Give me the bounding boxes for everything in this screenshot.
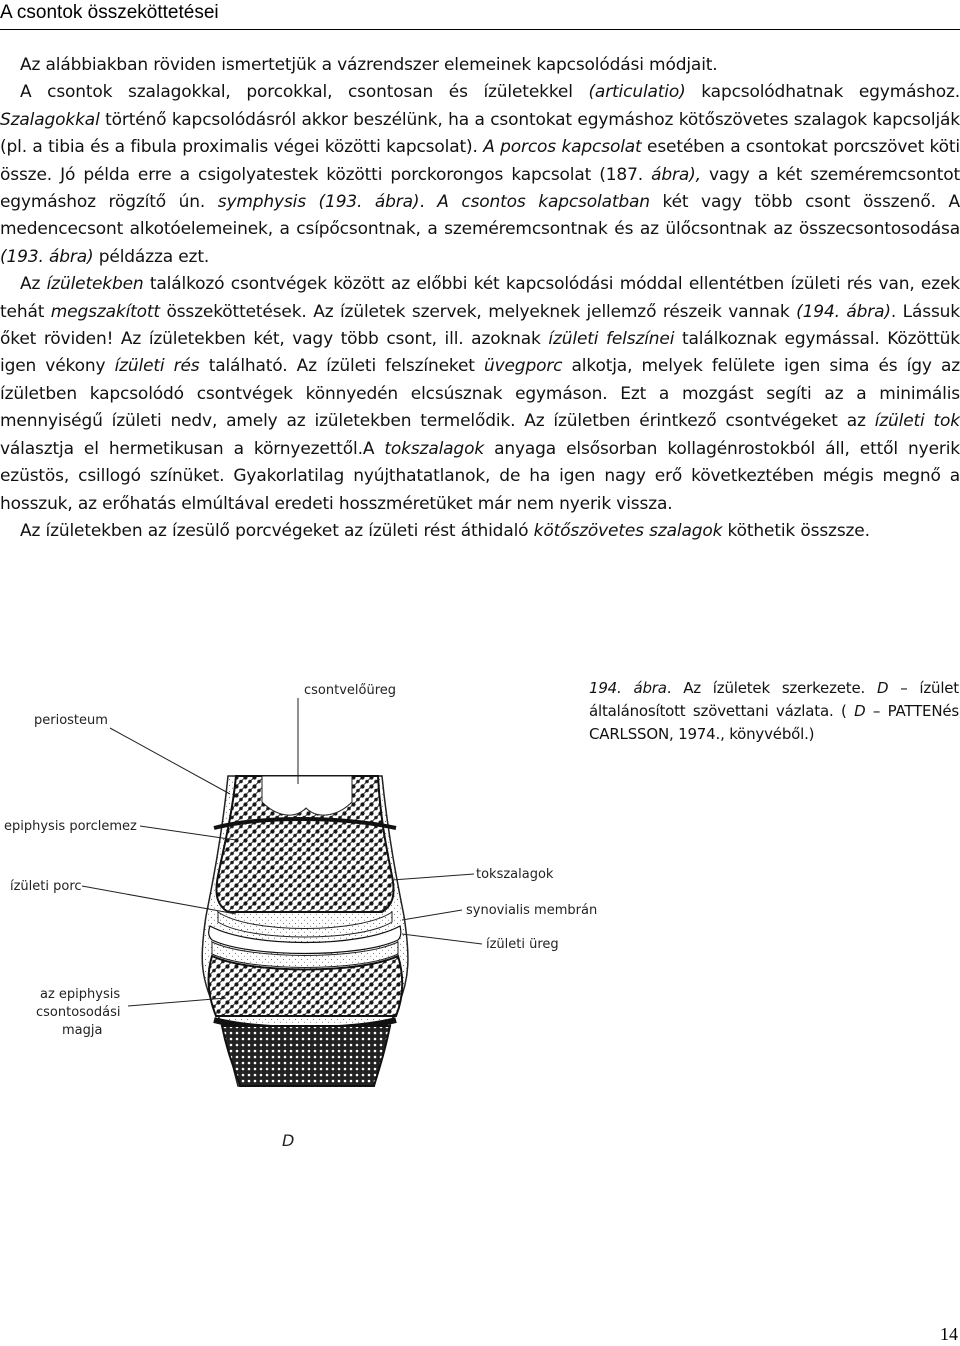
term-izuleti-felszinei: ízületi felszínei xyxy=(548,329,675,350)
text-run: Az alábbiakban röviden ismertetjük a vázrendszer elemeinek kapcsolódási módjait. xyxy=(20,55,718,75)
text-run: kapcsolódhatnak egymáshoz. xyxy=(685,82,960,103)
paragraph-connection-types xyxy=(0,79,960,271)
lower-bone-diaphysis xyxy=(222,1026,390,1086)
text-run: vagy a két szeméremcsontot egymáshoz rögzítő ún. xyxy=(0,164,960,213)
text-run: alkotja, melyek felülete igen sima és így az ízületben kapcsolódó csontvégek könnyedén elcsúsznak egymáson. Ezt a mozgást segíti az a minimális mennyiségű ízületi nedv, amely az izületekben termelődik. Az ízületben érintkező csontvégeket az xyxy=(0,356,960,432)
text-run: anyaga elsősorban kollagénrostokból áll, ettől nyerik ezüstös, csillogó színüket. Gyakorlatilag nyújthatatlanok, de ha igen nagy erő következtében mégis megnő a hosszuk, az erőhatás elmúltával eredeti hosszméretüket már nem nyerik vissza. xyxy=(0,438,960,514)
page-number: 14 xyxy=(940,1324,958,1344)
text-run: találkozó csontvégek között az előbbi két kapcsolódási móddal ellentétben ízületi rés van, ezek tehát xyxy=(0,274,960,322)
term-uvegporc: üvegporc xyxy=(483,356,563,377)
term-kotoszovetes-szalagok: kötőszövetes szalagok xyxy=(533,520,723,541)
label-periosteum: periosteum xyxy=(34,713,108,728)
joint-diagram xyxy=(0,676,598,1176)
term-tokszalagok: tokszalagok xyxy=(384,438,485,459)
text-run: esetében a csontokat porcszövet köti össze. Jó példa erre a csigolyatestek közötti porckorongos kapcsolat (187. xyxy=(0,137,960,185)
page-title: A csontok összeköttetései xyxy=(0,2,219,23)
caption-text: . Az ízületek szerkezete. xyxy=(666,679,877,697)
body-text xyxy=(0,52,960,545)
text-run: két vagy több csont összenő. A medencecsont alkotóelemeinek, a csípőcsontnak, a szeméremcsontnak és az ülőcsontnak az összecsontosodása xyxy=(0,192,960,240)
text-run: A csontok szalagokkal, porcokkal, csontosan és ízületekkel xyxy=(20,82,589,103)
label-csontveloureg: csontvelőüreg xyxy=(304,683,397,698)
caption-panel-letter: D xyxy=(876,679,889,697)
label-synovialis-membran: synovialis membrán xyxy=(466,903,598,918)
figure-ref: (193. ábra) xyxy=(0,246,94,267)
panel-letter-d: D xyxy=(282,1131,295,1150)
term-megszakitott: megszakított xyxy=(50,301,160,322)
term-izuletekben: ízületekben xyxy=(46,274,144,295)
text-run: . xyxy=(419,192,438,213)
title-divider xyxy=(0,29,960,30)
label-epiphysis-line3: magja xyxy=(62,1023,103,1038)
paragraph-ligaments xyxy=(0,518,960,545)
term-csontos-kapcsolat: A csontos kapcsolatban xyxy=(437,192,650,213)
caption-panel-letter: D xyxy=(854,702,866,720)
joint-structure-figure xyxy=(0,676,598,1176)
text-run: találkoznak egymással. Közöttük igen vékony xyxy=(0,329,960,377)
text-run: Az xyxy=(20,274,47,295)
text-run: példázza ezt. xyxy=(93,246,210,267)
paragraph-intro xyxy=(0,52,960,79)
text-run: történő kapcsolódásról akkor beszélünk, ha a csontokat egymáshoz kötőszövetes szalagok kapcsolják (pl. a tibia és a fibula proximalis végei közötti kapcsolat). xyxy=(0,109,960,158)
figure-ref: ábra), xyxy=(651,164,701,185)
label-epiphysis-porclemez: epiphysis porclemez xyxy=(4,819,137,834)
term-szalagokkal: Szalagokkal xyxy=(0,109,100,130)
term-izuleti-res: ízületi rés xyxy=(114,356,200,377)
term-porcos-kapcsolat: A porcos kapcsolat xyxy=(483,137,642,158)
marrow-cavity xyxy=(262,776,352,815)
term-symphysis: symphysis (193. ábra) xyxy=(217,192,420,213)
label-epiphysis-line2: csontosodási xyxy=(36,1005,121,1020)
caption-text: – ízület általánosított szövettani vázlata. ( xyxy=(589,679,959,720)
text-run: választja el hermetikusan a környezettől.A xyxy=(0,438,385,459)
paragraph-joints xyxy=(0,271,960,518)
label-izuleti-ureg: ízületi üreg xyxy=(486,937,559,952)
term-izuleti-tok: ízületi tok xyxy=(874,411,960,432)
label-tokszalagok: tokszalagok xyxy=(476,867,554,882)
figure-ref: (194. ábra) xyxy=(796,301,891,322)
term-articulatio: (articulatio) xyxy=(588,82,686,103)
text-run: . Lássuk őket röviden! Az ízületekben két, vagy több csont, ill. azoknak xyxy=(0,301,960,350)
figure-number: 194. ábra xyxy=(589,679,667,697)
text-run: található. Az ízületi felszíneket xyxy=(199,356,484,377)
caption-text: – PATTENés CARLSSON, 1974., könyvéből.) xyxy=(589,702,959,743)
text-run: Az ízületekben az ízesülő porcvégeket az ízületi rést áthidaló xyxy=(20,520,534,541)
label-epiphysis-line1: az epiphysis xyxy=(40,987,121,1002)
label-izuleti-porc: ízületi porc xyxy=(10,879,82,894)
text-run: összeköttetések. Az ízületek szervek, melyeknek jellemző részeik vannak xyxy=(159,301,797,322)
figure-caption xyxy=(589,677,959,746)
text-run: köthetik összsze. xyxy=(722,520,870,541)
